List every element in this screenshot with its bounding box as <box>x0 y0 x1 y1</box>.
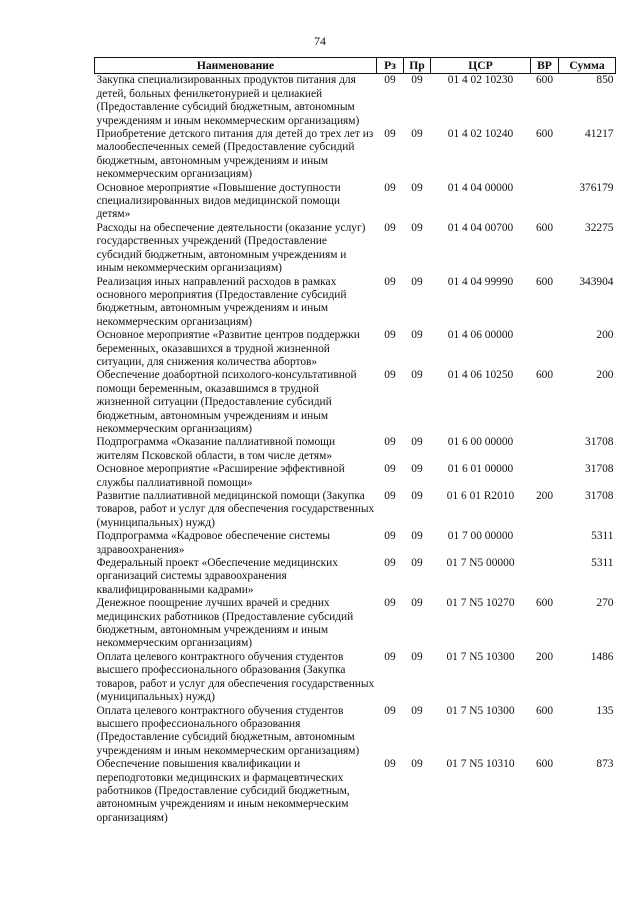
cell-csr: 01 4 02 10240 <box>447 128 514 141</box>
cell-sum: 135 <box>596 704 614 717</box>
table-row <box>95 705 616 759</box>
cell-sum: 1486 <box>590 650 614 663</box>
cell-vr <box>531 530 559 557</box>
table-row <box>95 490 616 530</box>
cell-sum: 31708 <box>585 463 614 476</box>
cell-sum: 270 <box>596 597 614 610</box>
cell-sum: 200 <box>596 329 614 342</box>
cell-sum: 32275 <box>585 221 614 234</box>
cell-csr: 01 6 01 00000 <box>447 463 514 476</box>
cell-name: Оплата целевого контрактного обучения студентов высшего профессионального образования (Закупка товаров, работ и услуг для обеспечения государственных (муниципальных) нужд) <box>96 650 375 704</box>
cell-name: Обеспечение повышения квалификации и переподготовки медицинских и фармацевтических работников (Предоставление субсидий бюджетным, автономным учреждениям и иным некоммерческим организациям) <box>96 758 350 824</box>
cell-vr: 600 <box>535 275 554 288</box>
cell-vr <box>531 329 559 369</box>
cell-pr: 09 <box>411 530 423 543</box>
cell-name: Основное мероприятие «Развитие центров поддержки беременных, оказавшихся в трудной жизненной ситуации, для снижения количества абортов» <box>96 329 360 368</box>
cell-vr <box>531 463 559 490</box>
cell-rz: 09 <box>384 181 396 194</box>
table-row <box>95 276 616 330</box>
cell-vr: 600 <box>535 597 554 610</box>
cell-vr: 200 <box>535 490 554 502</box>
cell-vr: 600 <box>535 758 554 771</box>
cell-csr: 01 4 04 00700 <box>447 221 514 234</box>
cell-pr: 09 <box>411 74 423 87</box>
budget-table <box>94 57 616 825</box>
cell-name: Оплата целевого контрактного обучения студентов высшего профессионального образования (Предоставление субсидий бюджетным, автономным учреждениям и иным некоммерческим организациям) <box>96 704 360 757</box>
cell-rz: 09 <box>384 329 396 342</box>
cell-name: Подпрограмма «Кадровое обеспечение системы здравоохранения» <box>96 530 331 556</box>
cell-pr: 09 <box>411 275 423 288</box>
header-sum: Сумма <box>559 58 616 74</box>
table-row <box>95 557 616 597</box>
cell-rz: 09 <box>384 463 396 476</box>
cell-sum: 31708 <box>585 436 614 449</box>
page-number: 74 <box>314 34 326 48</box>
cell-sum: 5311 <box>591 530 614 543</box>
cell-csr: 01 6 01 R2010 <box>446 490 515 502</box>
cell-csr: 01 4 06 10250 <box>447 369 514 382</box>
cell-pr: 09 <box>411 369 423 382</box>
cell-rz: 09 <box>384 597 396 610</box>
cell-vr: 600 <box>535 221 554 234</box>
table-header-row <box>95 58 616 74</box>
cell-rz: 09 <box>384 275 396 288</box>
cell-vr: 600 <box>535 704 554 717</box>
cell-sum: 31708 <box>585 490 614 502</box>
cell-name: Закупка специализированных продуктов питания для детей, больных фенилкетонурией и целиакией (Предоставление субсидий бюджетным, автономным учреждениям и иным некоммерческим организациям) <box>96 74 360 127</box>
cell-csr: 01 4 06 00000 <box>447 329 514 342</box>
cell-name: Расходы на обеспечение деятельности (оказание услуг) государственных учреждений (Предоставление субсидий бюджетным, автономным учреждениям и иным некоммерческим организациям) <box>96 221 366 275</box>
cell-rz: 09 <box>384 221 396 234</box>
cell-csr: 01 4 02 10230 <box>447 74 514 87</box>
cell-name: Приобретение детского питания для детей до трех лет из малообеспеченных семей (Предоставление субсидий бюджетным, автономным учреждениям и иным некоммерческим организациям) <box>96 128 374 181</box>
cell-rz: 09 <box>384 704 396 717</box>
cell-csr: 01 7 N5 00000 <box>446 557 515 570</box>
cell-rz: 09 <box>384 530 396 543</box>
header-rz: Рз <box>377 58 404 74</box>
cell-csr: 01 7 N5 10310 <box>446 758 515 771</box>
cell-pr: 09 <box>411 704 423 717</box>
cell-rz: 09 <box>384 490 396 502</box>
cell-name: Основное мероприятие «Расширение эффективной службы паллиативной помощи» <box>96 463 345 489</box>
table-body <box>95 74 616 825</box>
cell-name: Развитие паллиативной медицинской помощи (Закупка товаров, работ и услуг для обеспечения государственных (муниципальных) нужд) <box>96 490 375 529</box>
cell-vr <box>531 436 559 463</box>
table-row <box>95 329 616 369</box>
table-row <box>95 758 616 825</box>
cell-sum: 5311 <box>591 557 614 570</box>
header-pr: Пр <box>404 58 431 74</box>
cell-name: Обеспечение доабортной психолого-консультативной помощи беременным, оказавшимся в трудной жизненной ситуации (Предоставление субсидий бюджетным, автономным учреждениям и иным некоммерческим организациям) <box>96 369 357 435</box>
cell-rz: 09 <box>384 557 396 570</box>
cell-csr: 01 7 N5 10300 <box>446 650 515 663</box>
cell-name: Реализация иных направлений расходов в рамках основного мероприятия (Предоставление субсидий бюджетным, автономным учреждениям и иным некоммерческим организациям) <box>96 275 347 328</box>
header-csr: ЦСР <box>431 58 531 74</box>
cell-csr: 01 4 04 99990 <box>447 275 514 288</box>
cell-vr <box>531 557 559 597</box>
cell-csr: 01 7 N5 10300 <box>446 704 515 717</box>
cell-pr: 09 <box>411 597 423 610</box>
table-row <box>95 369 616 436</box>
cell-name: Федеральный проект «Обеспечение медицинских организаций системы здравоохранения квалифицированными кадрами» <box>96 557 338 596</box>
table-row <box>95 463 616 490</box>
cell-pr: 09 <box>411 436 423 449</box>
header-name: Наименование <box>95 58 377 74</box>
cell-sum: 850 <box>596 74 614 87</box>
header-vr: ВР <box>531 58 559 74</box>
table-row <box>95 128 616 182</box>
cell-rz: 09 <box>384 74 396 87</box>
cell-sum: 376179 <box>579 181 614 194</box>
cell-pr: 09 <box>411 181 423 194</box>
cell-pr: 09 <box>411 490 423 502</box>
cell-name: Основное мероприятие «Повышение доступности специализированных видов медицинской помощи детям» <box>96 181 341 221</box>
cell-sum: 41217 <box>585 128 614 141</box>
cell-rz: 09 <box>384 128 396 141</box>
cell-sum: 873 <box>596 758 614 771</box>
cell-vr <box>531 182 559 222</box>
table-row <box>95 436 616 463</box>
cell-sum: 200 <box>596 369 614 382</box>
cell-name: Денежное поощрение лучших врачей и средних медицинских работников (Предоставление субсидий бюджетным, автономным учреждениям и иным некоммерческим организациям) <box>96 597 354 650</box>
cell-pr: 09 <box>411 463 423 476</box>
cell-vr: 600 <box>535 74 554 87</box>
cell-csr: 01 4 04 00000 <box>447 181 514 194</box>
cell-vr: 600 <box>535 128 554 141</box>
cell-rz: 09 <box>384 758 396 771</box>
table-row <box>95 530 616 557</box>
cell-vr: 600 <box>535 369 554 382</box>
cell-pr: 09 <box>411 221 423 234</box>
table-row <box>95 74 616 128</box>
table-row <box>95 597 616 651</box>
cell-name: Подпрограмма «Оказание паллиативной помощи жителям Псковской области, в том числе детям» <box>96 436 336 462</box>
cell-rz: 09 <box>384 650 396 663</box>
cell-rz: 09 <box>384 436 396 449</box>
cell-csr: 01 7 00 00000 <box>447 530 514 543</box>
cell-rz: 09 <box>384 369 396 382</box>
cell-csr: 01 6 00 00000 <box>447 436 514 449</box>
table-row <box>95 182 616 222</box>
cell-pr: 09 <box>411 758 423 771</box>
cell-pr: 09 <box>411 128 423 141</box>
cell-csr: 01 7 N5 10270 <box>446 597 515 610</box>
cell-vr: 200 <box>535 650 554 663</box>
cell-sum: 343904 <box>579 275 614 288</box>
cell-pr: 09 <box>411 557 423 570</box>
cell-pr: 09 <box>411 650 423 663</box>
table-row <box>95 651 616 705</box>
table-row <box>95 222 616 276</box>
cell-pr: 09 <box>411 329 423 342</box>
